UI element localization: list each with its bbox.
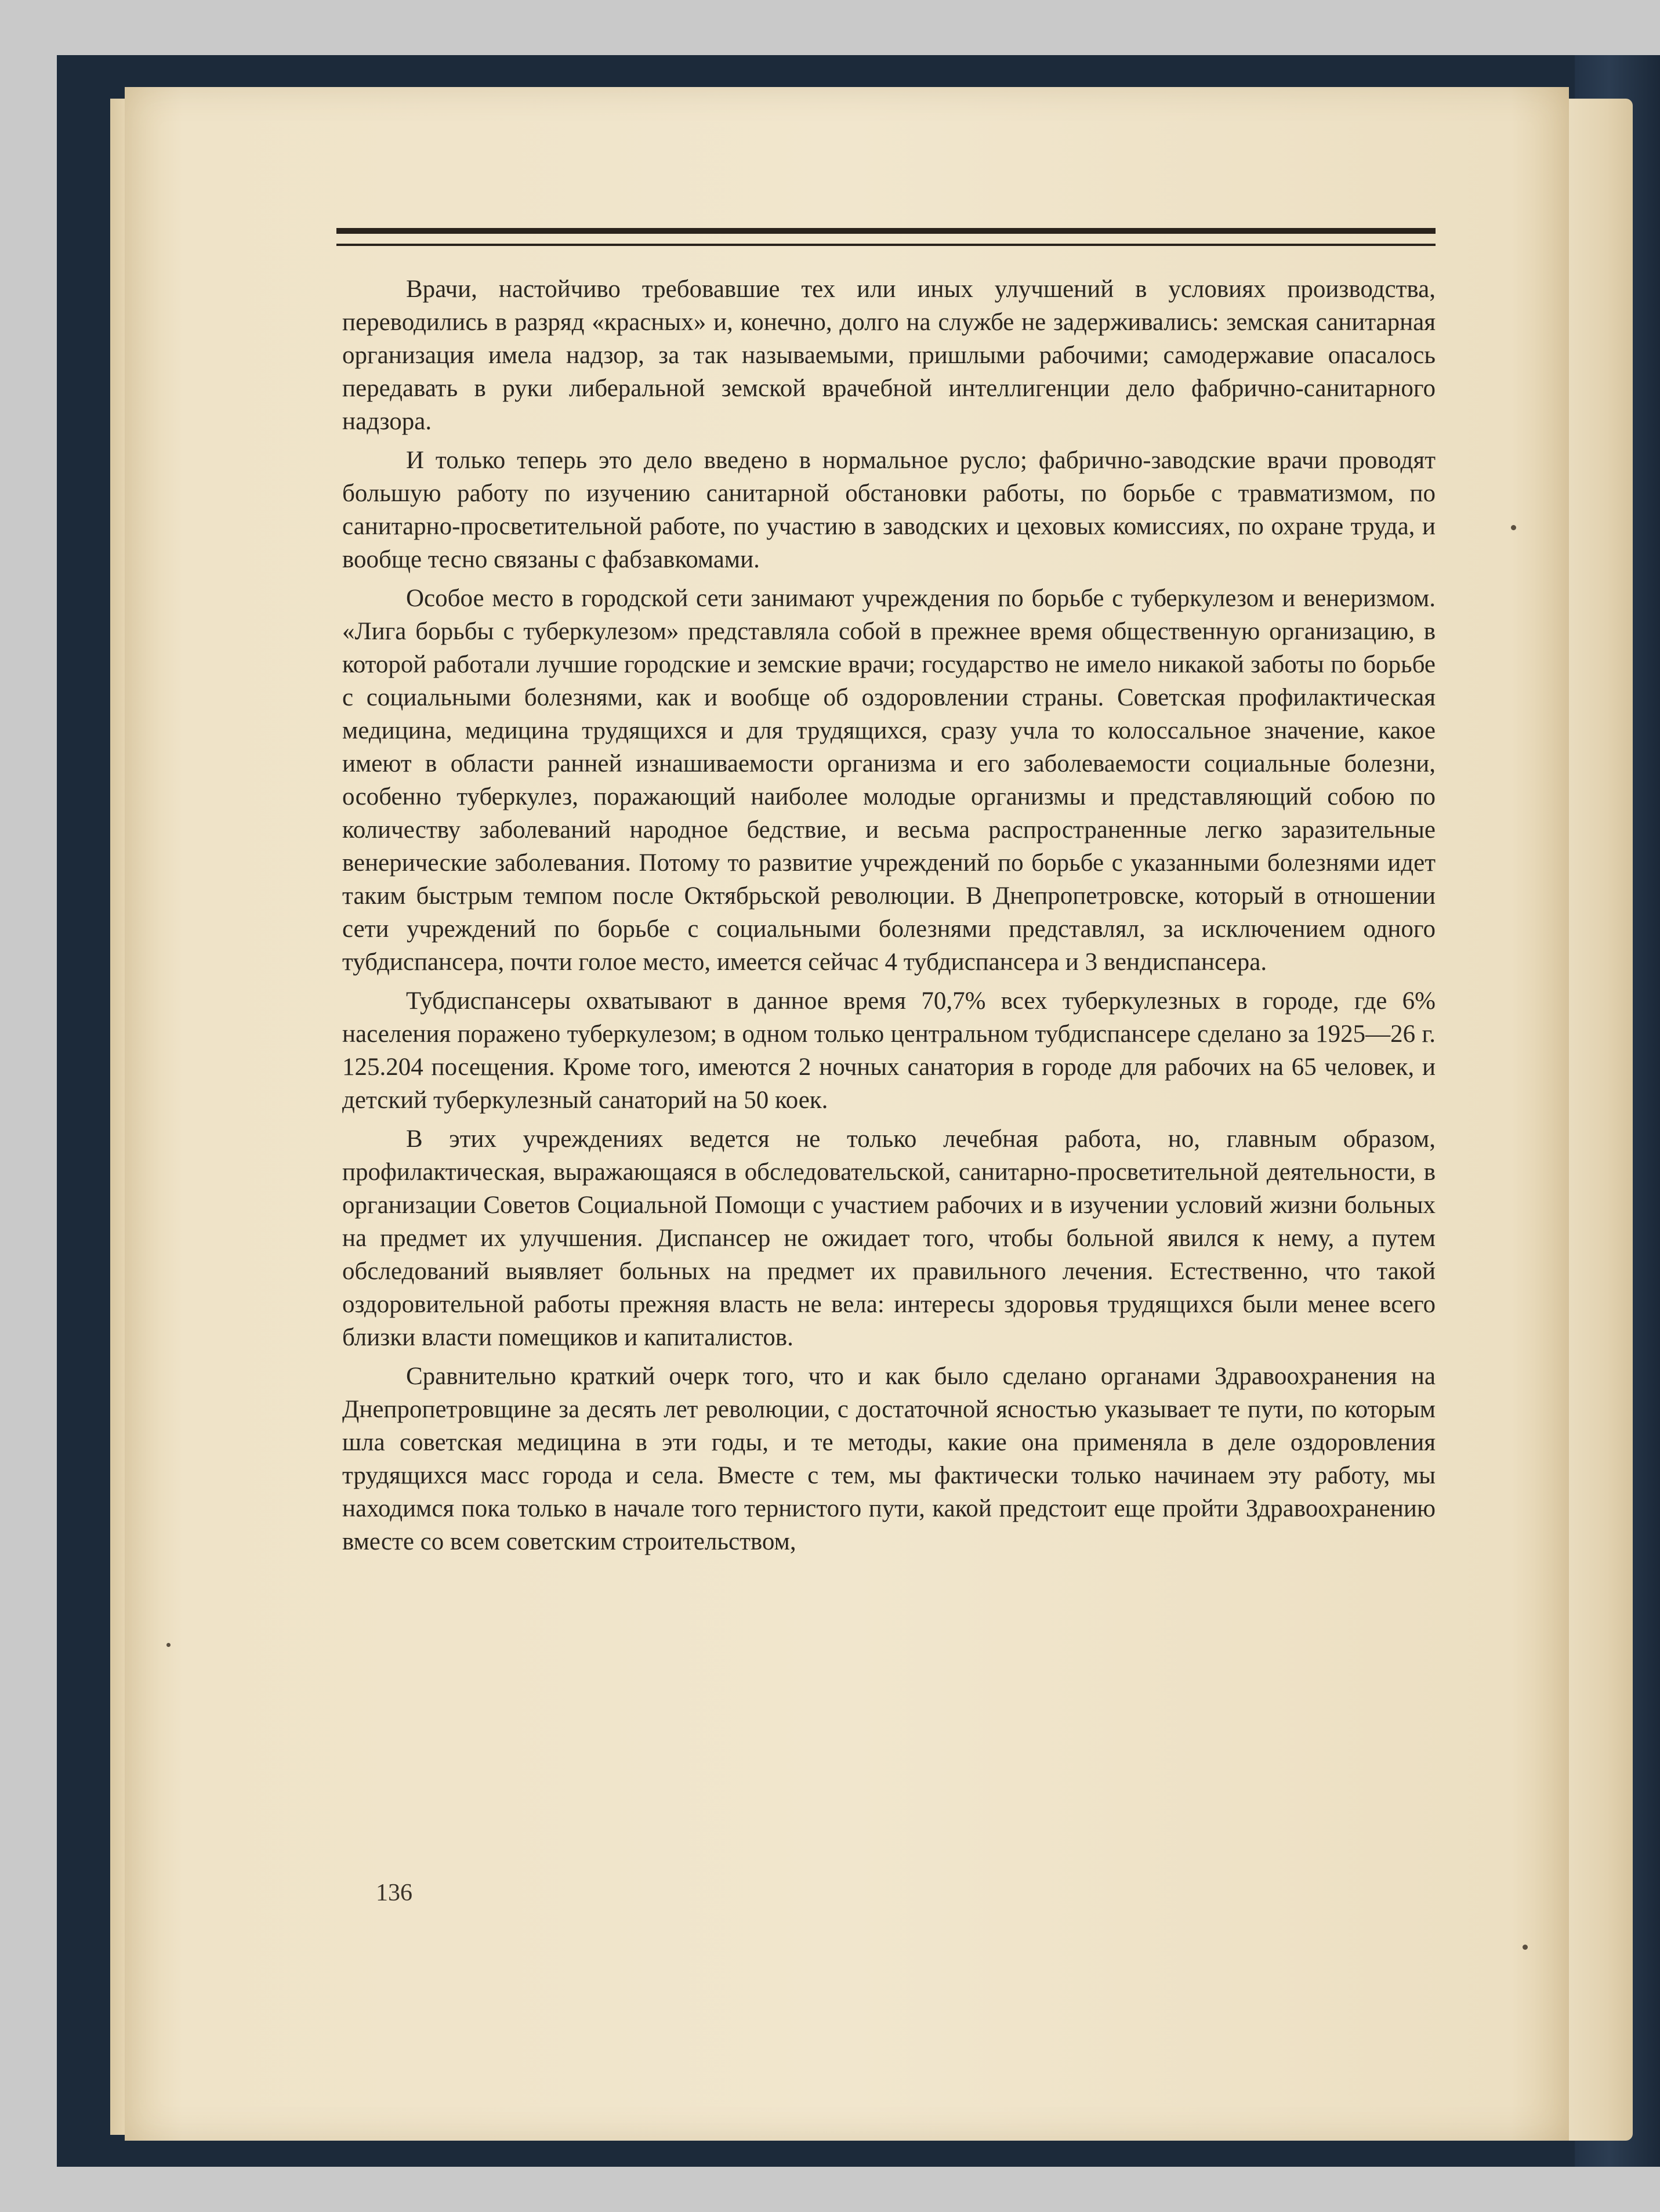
paragraph-6: Сравнительно краткий очерк того, что и как было сделано органами Здравоохранения на Днепропетровщине за десять лет революции, с достаточной ясностью указывает те пути, по которым шла советская медицина в эти годы, и те методы, какие она применяла в деле оздоровления трудящихся масс города и села. Вместе с тем, мы фактически только начинаем эту работу, мы находимся пока только в начале того тернистого пути, какой предстоит еще пройти Здравоохранению вместе со всем советским строительством, xyxy=(342,1363,1436,1555)
body-text xyxy=(342,273,1436,1564)
paper-speck xyxy=(1523,1945,1528,1950)
paper-speck xyxy=(1511,525,1516,530)
paragraph-2: И только теперь это дело введено в нормальное русло; фабрично-заводские врачи проводят большую работу по изучению санитарной обстановки работы, по борьбе с травматизмом, по санитарно-просветительной работе, по участию в заводских и цеховых комиссиях, по охране труда, и вообще тесно связаны с фабзавкомами. xyxy=(342,447,1436,573)
next-page-edge xyxy=(1569,99,1633,2141)
paper-speck xyxy=(166,1643,171,1647)
page-number: 136 xyxy=(376,1880,412,1906)
header-rule-thin xyxy=(336,244,1436,246)
paragraph-5: В этих учреждениях ведется не только лечебная работа, но, главным образом, профилактическая, выражающаяся в обследовательской, санитарно-просветительной деятельности, в организации Советов Социальной Помощи с участием рабочих и в изучении условий жизни больных на предмет их улучшения. Диспансер не ожидает того, чтобы больной явился к нему, а путем обследований выявляет больных на предмет их правильного лечения. Естественно, что такой оздоровительной работы прежняя власть не вела: интересы здоровья трудящихся были менее всего близки власти помещиков и капиталистов. xyxy=(342,1125,1436,1351)
paragraph-1: Врачи, настойчиво требовавшие тех или иных улучшений в условиях производства, переводились в разряд «красных» и, конечно, долго на службе не задерживались: земская санитарная организация имела надзор, за так называемыми, пришлыми рабочими; самодержавие опасалось передавать в руки либеральной земской врачебной интеллигенции дело фабрично-санитарного надзора. xyxy=(342,276,1436,435)
paragraph-4: Тубдиспансеры охватывают в данное время 70,7% всех туберкулезных в городе, где 6% населения поражено туберкулезом; в одном только центральном тубдиспансере сделано за 1925—26 г. 125.204 посещения. Кроме того, имеются 2 ночных санатория в городе для рабочих на 65 человек, и детский туберкулезный санаторий на 50 коек. xyxy=(342,987,1436,1114)
page-stack-edge xyxy=(110,99,126,2135)
paragraph-3: Особое место в городской сети занимают учреждения по борьбе с туберкулезом и венеризмом. «Лига борьбы с туберкулезом» представляла собой в прежнее время общественную организацию, в которой работали лучшие городские и земские врачи; государство не имело никакой заботы по борьбе с социальными болезнями, как и вообще об оздоровлении страны. Советская профилактическая медицина, медицина трудящихся и для трудящихся, сразу учла то колоссальное значение, какое имеют в области ранней изнашиваемости организма и его заболеваемости социальные болезни, особенно туберкулез, поражающий наиболее молодые организмы и представляющий собою по количеству заболеваний народное бедствие, и весьма распространенные легко заразительные венерические заболевания. Потому то развитие учреждений по борьбе с указанными болезнями идет таким быстрым темпом после Октябрьской революции. В Днепропетровске, который в отношении сети учреждений по борьбе с социальными болезнями представлял, за исключением одного тубдиспансера, почти голое место, имеется сейчас 4 тубдиспансера и 3 вендиспансера. xyxy=(342,585,1436,976)
header-rule-thick xyxy=(336,228,1436,234)
